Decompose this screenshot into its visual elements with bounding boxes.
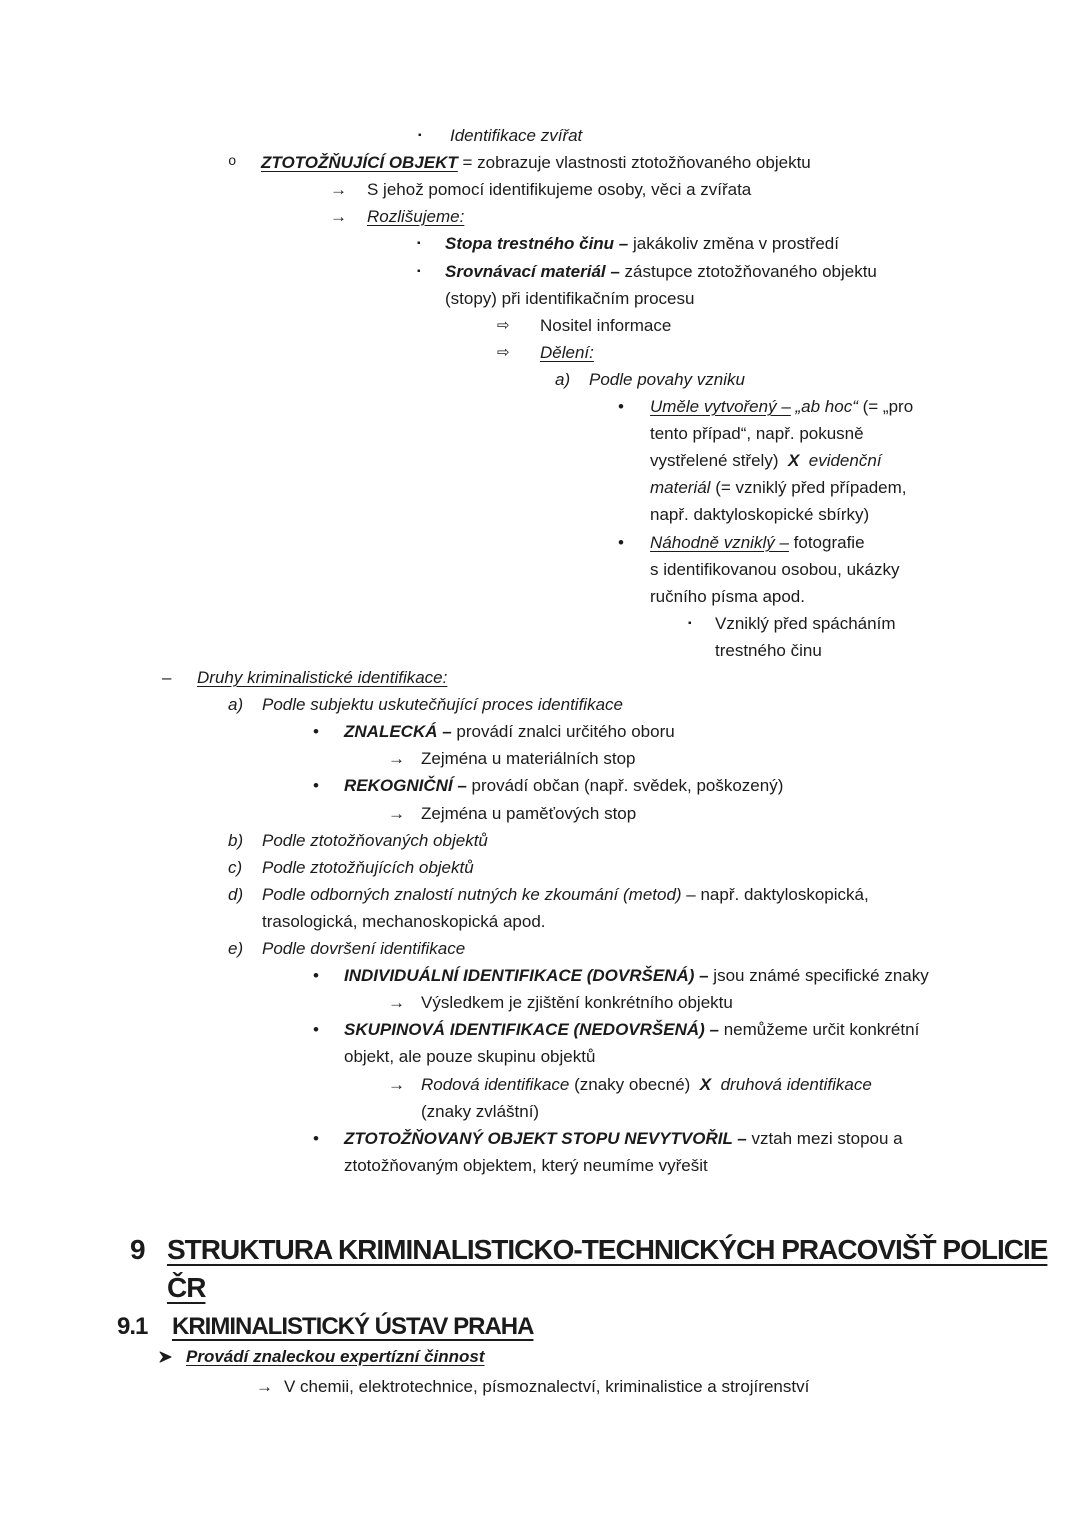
doc-line — [650, 583, 805, 610]
text-run: druhová identifikace — [720, 1075, 872, 1094]
text-run: objekt, ale pouze skupinu objektů — [344, 1047, 596, 1066]
doc-line — [618, 393, 914, 420]
text-run: ručního písma apod. — [650, 587, 805, 606]
text-run: fotografie — [788, 533, 865, 552]
doc-line — [445, 285, 694, 312]
text-run: Podle ztotožňujících objektů — [262, 858, 474, 877]
arrow-bullet-icon: → — [388, 804, 405, 823]
text-run: Srovnávací materiál – — [445, 262, 625, 281]
text-run: tento případ“, např. pokusně — [650, 424, 864, 443]
letter-marker: a) — [228, 695, 244, 714]
text-run: Zejména u materiálních stop — [421, 749, 636, 768]
text-run: Dělení: — [540, 343, 594, 362]
text-run: Uměle vytvořený – — [650, 397, 791, 416]
text-run: zástupce ztotožňovaného objektu — [624, 262, 877, 281]
text-run: = zobrazuje vlastnosti ztotožňovaného objektu — [457, 153, 811, 172]
dot-bullet-icon: • — [313, 966, 319, 985]
doc-line — [417, 258, 877, 285]
doc-line — [715, 637, 822, 664]
doc-line — [228, 854, 474, 881]
doc-line — [313, 962, 929, 989]
text-run: (stopy) při identifikačním procesu — [445, 289, 695, 308]
text-run: provádí občan (např. svědek, poškozený) — [471, 776, 784, 795]
text-run: provádí znalci určitého oboru — [456, 722, 675, 741]
text-run: X — [699, 1075, 712, 1094]
text-run: Podle odborných znalostí nutných ke zkoumání (metod) — [262, 885, 682, 904]
doc-line — [555, 366, 745, 393]
doc-line — [388, 1071, 872, 1098]
text-run: Stopa trestného činu – — [445, 234, 633, 253]
text-run: REKOGNIČNÍ – — [344, 776, 472, 795]
text-run: SKUPINOVÁ IDENTIFIKACE (NEDOVRŠENÁ) – — [344, 1020, 724, 1039]
letter-marker: d) — [228, 885, 244, 904]
doc-line — [162, 664, 448, 691]
square-bullet-icon: ▪ — [417, 266, 421, 277]
doc-line — [344, 1152, 708, 1179]
doc-line — [388, 989, 733, 1016]
dot-bullet-icon: • — [618, 397, 624, 416]
doc-line — [618, 529, 865, 556]
doc-line — [418, 122, 583, 149]
section-heading-line2 — [167, 1272, 205, 1304]
doc-line — [228, 149, 811, 176]
doc-line — [228, 691, 623, 718]
text-run: evidenční — [808, 451, 882, 470]
text-run: materiál — [650, 478, 711, 497]
doc-line — [262, 908, 546, 935]
doc-line — [344, 1043, 595, 1070]
text-run: X — [787, 451, 800, 470]
text-run: jakákoliv změna v prostředí — [632, 234, 839, 253]
text-run: trasologická, mechanoskopická apod. — [262, 912, 546, 931]
text-run: vystřelené střely) — [650, 451, 788, 470]
doc-line — [417, 230, 839, 257]
text-run — [711, 1075, 720, 1094]
dot-bullet-icon: • — [313, 1129, 319, 1148]
arrow-bullet-icon: → — [330, 207, 347, 226]
square-bullet-icon: ▪ — [417, 238, 421, 249]
text-run: Výsledkem je zjištění konkrétního objektu — [421, 993, 733, 1012]
text-run: nemůžeme určit konkrétní — [723, 1020, 920, 1039]
subsection-heading — [172, 1313, 533, 1341]
section-title: STRUKTURA KRIMINALISTICKO-TECHNICKÝCH PRACOVIŠŤ POLICIE — [167, 1234, 1048, 1265]
text-run: (= vzniklý před případem, — [710, 478, 907, 497]
text-run: Zejména u paměťových stop — [421, 804, 637, 823]
text-run: s identifikovanou osobou, ukázky — [650, 560, 900, 579]
text-run: ztotožňovaným objektem, který neumíme vyřešit — [344, 1156, 708, 1175]
text-run: „ab hoc“ — [795, 397, 863, 416]
section-number: 9 — [130, 1234, 145, 1265]
dot-bullet-icon: • — [313, 776, 319, 795]
doc-line — [228, 935, 466, 962]
subsection-number: 9.1 — [117, 1313, 148, 1340]
doc-line — [650, 501, 869, 528]
text-run: Náhodně vzniklý – — [650, 533, 789, 552]
double-arrow-bullet-icon: ⇨ — [497, 316, 510, 334]
text-run: Identifikace zvířat — [450, 126, 583, 145]
section-title: ČR — [167, 1272, 206, 1303]
text-run: ZNALECKÁ – — [344, 722, 457, 741]
doc-line — [330, 203, 465, 230]
square-bullet-icon: ▪ — [688, 618, 692, 629]
doc-line — [688, 610, 896, 637]
arrow-bullet-icon: → — [388, 749, 405, 768]
doc-line — [497, 339, 594, 366]
letter-marker: b) — [228, 831, 244, 850]
section-heading-line1 — [167, 1234, 1047, 1266]
text-run: ZTOTOŽŇUJÍCÍ OBJEKT — [261, 153, 458, 172]
text-run: vztah mezi stopou a — [751, 1129, 903, 1148]
doc-line — [228, 827, 488, 854]
dot-bullet-icon: • — [313, 1020, 319, 1039]
bullet-line-text: Provádí znaleckou expertízní činnost — [186, 1347, 485, 1366]
doc-line — [313, 1016, 920, 1043]
text-run: Vzniklý před spácháním — [715, 614, 896, 633]
bullet-line — [186, 1343, 485, 1370]
arrow-line-text: V chemii, elektrotechnice, písmoznalectví, kriminalistice a strojírenství — [284, 1377, 810, 1396]
text-run: INDIVIDUÁLNÍ IDENTIFIKACE (DOVRŠENÁ) – — [344, 966, 714, 985]
doc-line — [313, 772, 784, 799]
doc-line — [421, 1098, 539, 1125]
text-run: Rozlišujeme: — [367, 207, 465, 226]
circle-bullet-icon: o — [228, 154, 237, 170]
dot-bullet-icon: • — [313, 722, 319, 741]
text-run — [799, 451, 808, 470]
doc-line — [650, 474, 907, 501]
doc-line — [388, 745, 636, 772]
text-run: Rodová identifikace — [421, 1075, 570, 1094]
doc-line — [650, 420, 864, 447]
text-run: ZTOTOŽŇOVANÝ OBJEKT STOPU NEVYTVOŘIL – — [344, 1129, 752, 1148]
text-run: S jehož pomocí identifikujeme osoby, věci a zvířata — [367, 180, 752, 199]
doc-line — [313, 718, 675, 745]
text-run: např. daktyloskopické sbírky) — [650, 505, 870, 524]
dash-bullet-icon: – — [162, 668, 172, 687]
arrowhead-bullet-icon — [159, 1350, 173, 1369]
doc-line — [650, 556, 900, 583]
doc-line — [228, 881, 869, 908]
doc-line — [497, 312, 672, 339]
arrow-bullet-icon: → — [388, 1075, 405, 1094]
text-run: jsou známé specifické znaky — [713, 966, 929, 985]
text-run: (znaky zvláštní) — [421, 1102, 540, 1121]
square-bullet-icon: ▪ — [418, 130, 422, 141]
letter-marker: c) — [228, 858, 243, 877]
text-run: – např. daktyloskopická, — [681, 885, 869, 904]
doc-line — [650, 447, 882, 474]
text-run: Druhy kriminalistické identifikace: — [197, 668, 448, 687]
letter-marker: e) — [228, 939, 244, 958]
doc-line — [313, 1125, 903, 1152]
subsection-title: KRIMINALISTICKÝ ÚSTAV PRAHA — [172, 1313, 534, 1340]
text-run: Podle dovršení identifikace — [262, 939, 466, 958]
text-run: Podle ztotožňovaných objektů — [262, 831, 488, 850]
text-run: trestného činu — [715, 641, 822, 660]
text-run: (= „pro — [862, 397, 914, 416]
text-run: (znaky obecné) — [569, 1075, 700, 1094]
text-run: Podle subjektu uskutečňující proces identifikace — [262, 695, 623, 714]
doc-line — [330, 176, 752, 203]
text-run: Nositel informace — [540, 316, 672, 335]
arrow-bullet-icon: → — [256, 1377, 273, 1396]
doc-line — [388, 800, 637, 827]
text-run: Podle povahy vzniku — [589, 370, 745, 389]
arrow-bullet-icon: → — [388, 993, 405, 1012]
dot-bullet-icon: • — [618, 533, 624, 552]
letter-marker: a) — [555, 370, 571, 389]
arrow-bullet-icon: → — [330, 180, 347, 199]
double-arrow-bullet-icon: ⇨ — [497, 343, 510, 361]
